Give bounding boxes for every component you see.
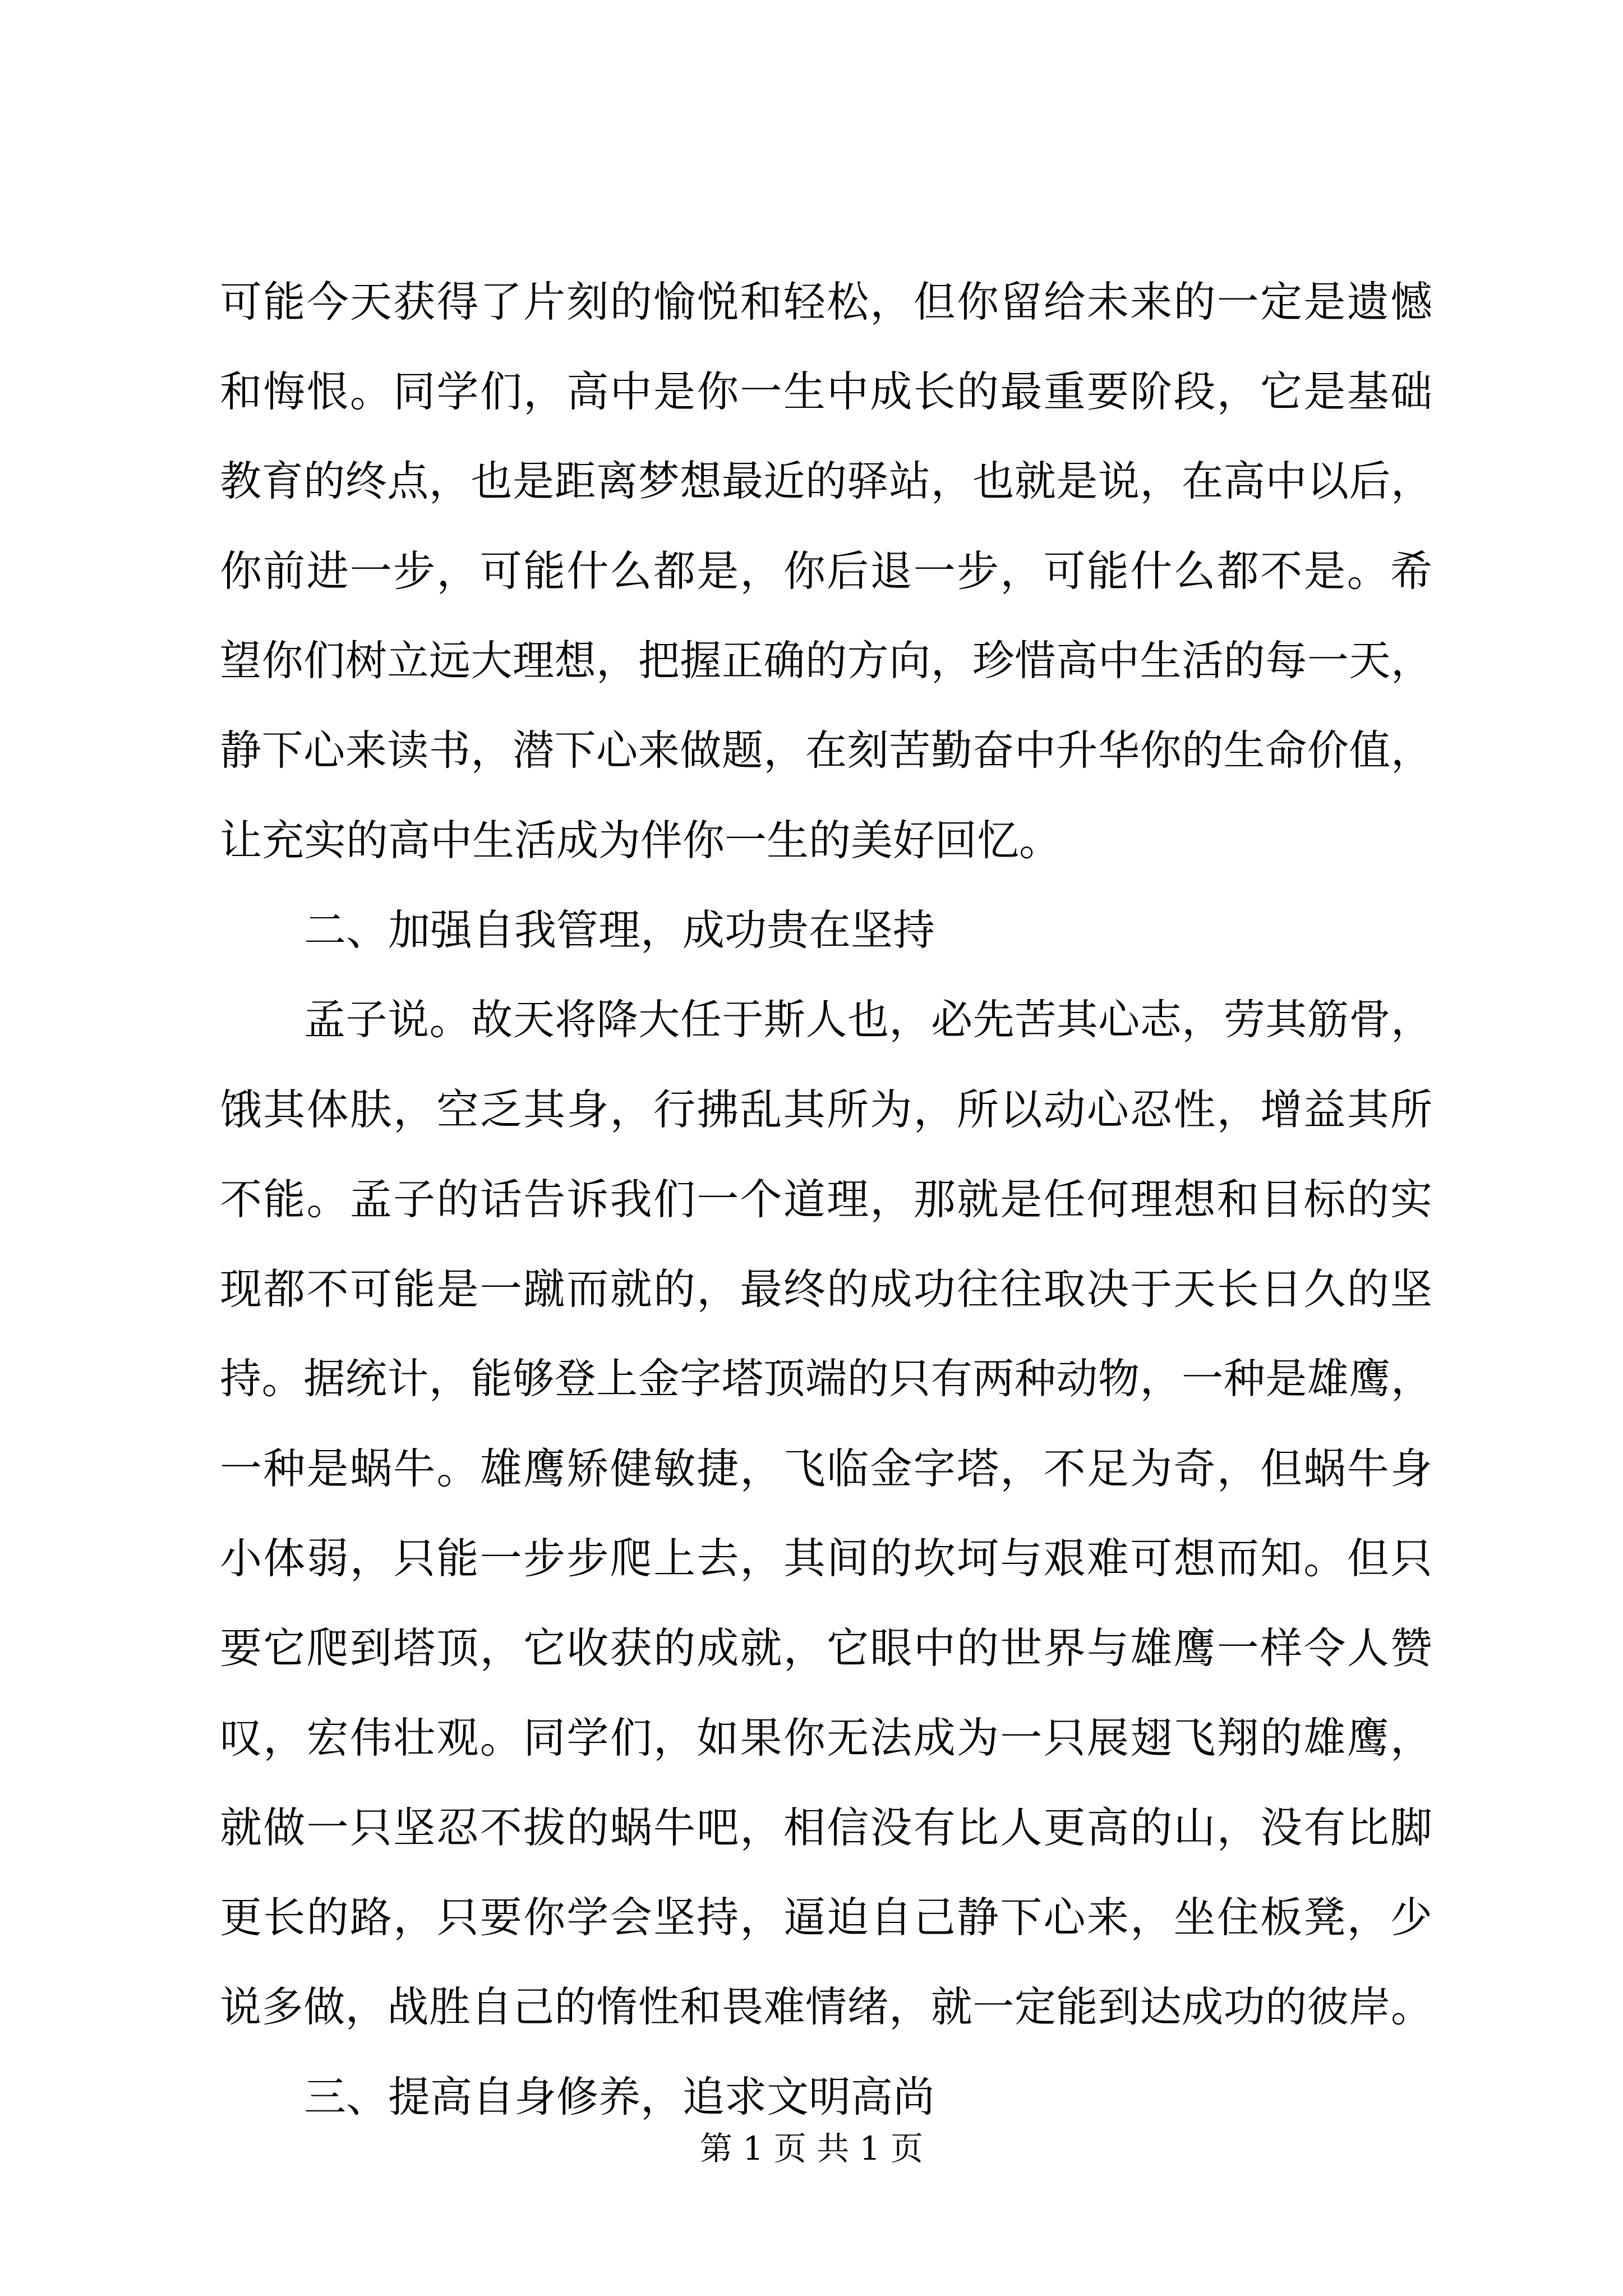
paragraph-line: 一种是蜗牛。雄鹰矫健敏捷，飞临金字塔，不足为奇，但蜗牛身 bbox=[220, 1444, 1432, 1493]
body-text bbox=[220, 257, 1432, 2142]
paragraph-line: 不能。孟子的话告诉我们一个道理，那就是任何理想和目标的实 bbox=[220, 1175, 1432, 1224]
paragraph-line: 更长的路，只要你学会坚持，逼迫自己静下心来，坐住板凳，少 bbox=[220, 1893, 1432, 1942]
paragraph-line: 让充实的高中生活成为伴你一生的美好回忆。 bbox=[220, 816, 1062, 865]
paragraph-line: 教育的终点，也是距离梦想最近的驿站，也就是说，在高中以后， bbox=[220, 457, 1432, 505]
paragraph-line: 望你们树立远大理想，把握正确的方向，珍惜高中生活的每一天， bbox=[220, 637, 1432, 685]
paragraph-line: 可能今天获得了片刻的愉悦和轻松，但你留给未来的一定是遗憾 bbox=[220, 277, 1432, 326]
paragraph-line: 饿其体肤，空乏其身，行拂乱其所为，所以动心忍性，增益其所 bbox=[220, 1085, 1432, 1134]
paragraph-line: 你前进一步，可能什么都是，你后退一步，可能什么都不是。希 bbox=[220, 546, 1432, 596]
paragraph-line: 持。据统计，能够登上金字塔顶端的只有两种动物，一种是雄鹰， bbox=[220, 1355, 1432, 1403]
section-heading: 三、提高自身修养，追求文明高尚 bbox=[304, 2072, 935, 2122]
paragraph-line: 就做一只坚忍不拔的蜗牛吧，相信没有比人更高的山，没有比脚 bbox=[220, 1803, 1432, 1852]
paragraph-line: 和悔恨。同学们，高中是你一生中成长的最重要阶段，它是基础 bbox=[220, 367, 1432, 416]
paragraph-line: 现都不可能是一蹴而就的，最终的成功往往取决于天长日久的坚 bbox=[220, 1264, 1432, 1314]
paragraph-line: 叹，宏伟壮观。同学们，如果你无法成为一只展翅飞翔的雄鹰， bbox=[220, 1713, 1432, 1763]
paragraph-line: 说多做，战胜自己的惰性和畏难情绪，就一定能到达成功的彼岸。 bbox=[220, 1983, 1432, 2031]
paragraph-line: 静下心来读书，潜下心来做题，在刻苦勤奋中升华你的生命价值， bbox=[220, 726, 1432, 775]
paragraph-line: 要它爬到塔顶，它收获的成就，它眼中的世界与雄鹰一样令人赞 bbox=[220, 1623, 1432, 1673]
page-footer: 第 1 页 共 1 页 bbox=[700, 2129, 923, 2168]
paragraph-line: 孟子说。故天将降大任于斯人也，必先苦其心志，劳其筋骨， bbox=[304, 996, 1432, 1044]
section-heading: 二、加强自我管理，成功贵在坚持 bbox=[304, 905, 935, 955]
paragraph-line: 小体弱，只能一步步爬上去，其间的坎坷与艰难可想而知。但只 bbox=[220, 1534, 1432, 1583]
